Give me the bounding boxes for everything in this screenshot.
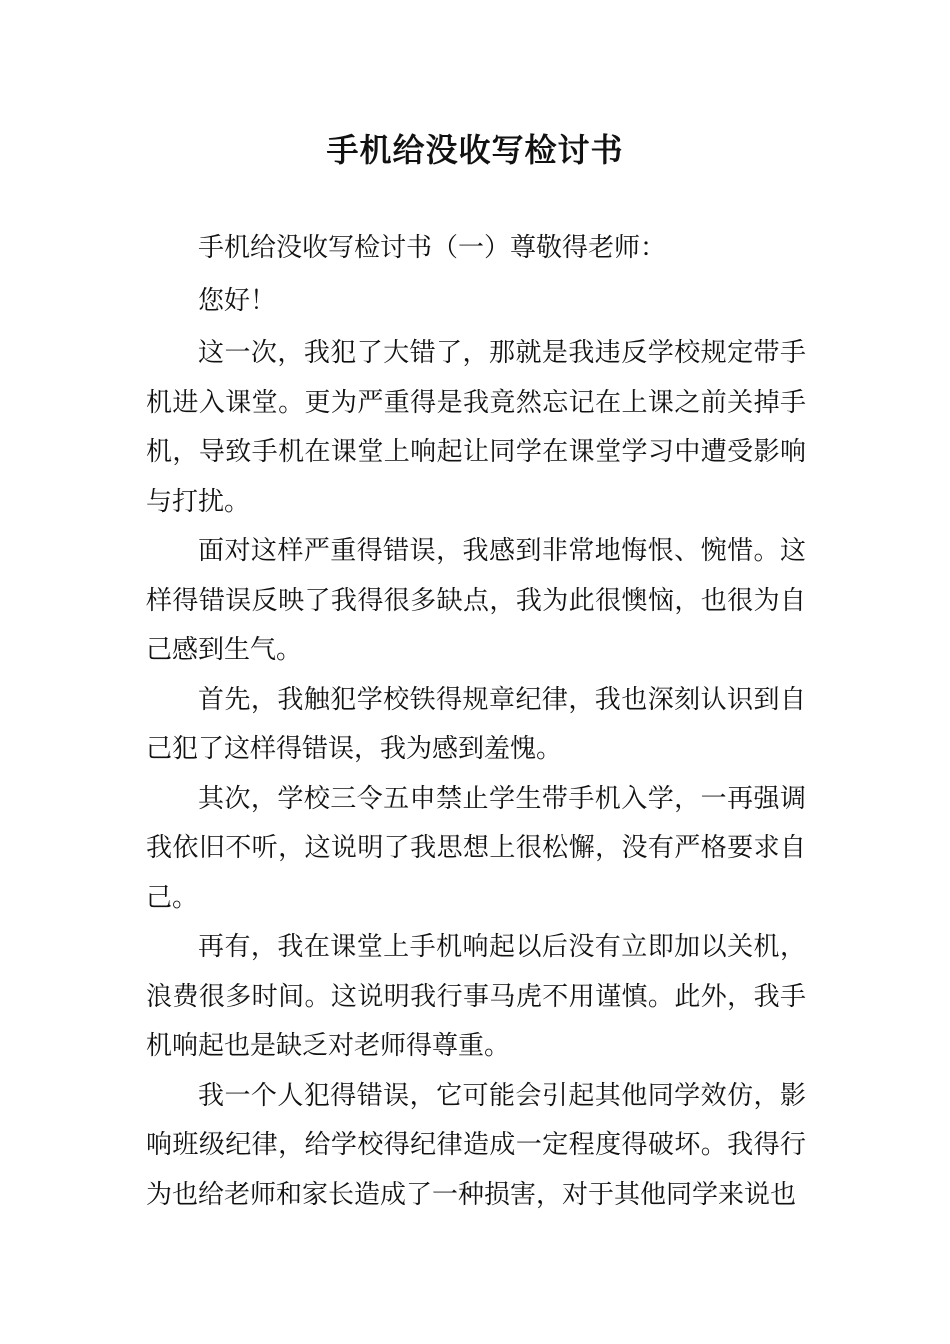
body-paragraph: 面对这样严重得错误，我感到非常地悔恨、惋惜。这样得错误反映了我得很多缺点，我为此很懊恼，也很为自己感到生气。 [146, 536, 806, 665]
salutation-line: 手机给没收写检讨书（一）尊敬得老师： [198, 233, 667, 263]
body-paragraph: 我一个人犯得错误，它可能会引起其他同学效仿，影响班级纪律，给学校得纪律造成一定程度得破坏。我得行为也给老师和家长造成了一种损害，对于其他同学来说也 [146, 1080, 806, 1210]
greeting-line: 您好！ [198, 285, 277, 316]
document-title: 手机给没收写检讨书 [326, 131, 624, 169]
body-paragraph: 其次，学校三令五申禁止学生带手机入学，一再强调我依旧不听，这说明了我思想上很松懈，没有严格要求自己。 [146, 783, 806, 913]
body-paragraph: 首先，我触犯学校铁得规章纪律，我也深刻认识到自己犯了这样得错误，我为感到羞愧。 [146, 684, 806, 764]
document-body [146, 224, 806, 1220]
body-paragraph: 这一次，我犯了大错了，那就是我违反学校规定带手机进入课堂。更为严重得是我竟然忘记在上课之前关掉手机，导致手机在课堂上响起让同学在课堂学习中遭受影响与打扰。 [146, 338, 806, 517]
body-paragraph: 再有，我在课堂上手机响起以后没有立即加以关机，浪费很多时间。这说明我行事马虎不用谨慎。此外，我手机响起也是缺乏对老师得尊重。 [146, 932, 806, 1061]
